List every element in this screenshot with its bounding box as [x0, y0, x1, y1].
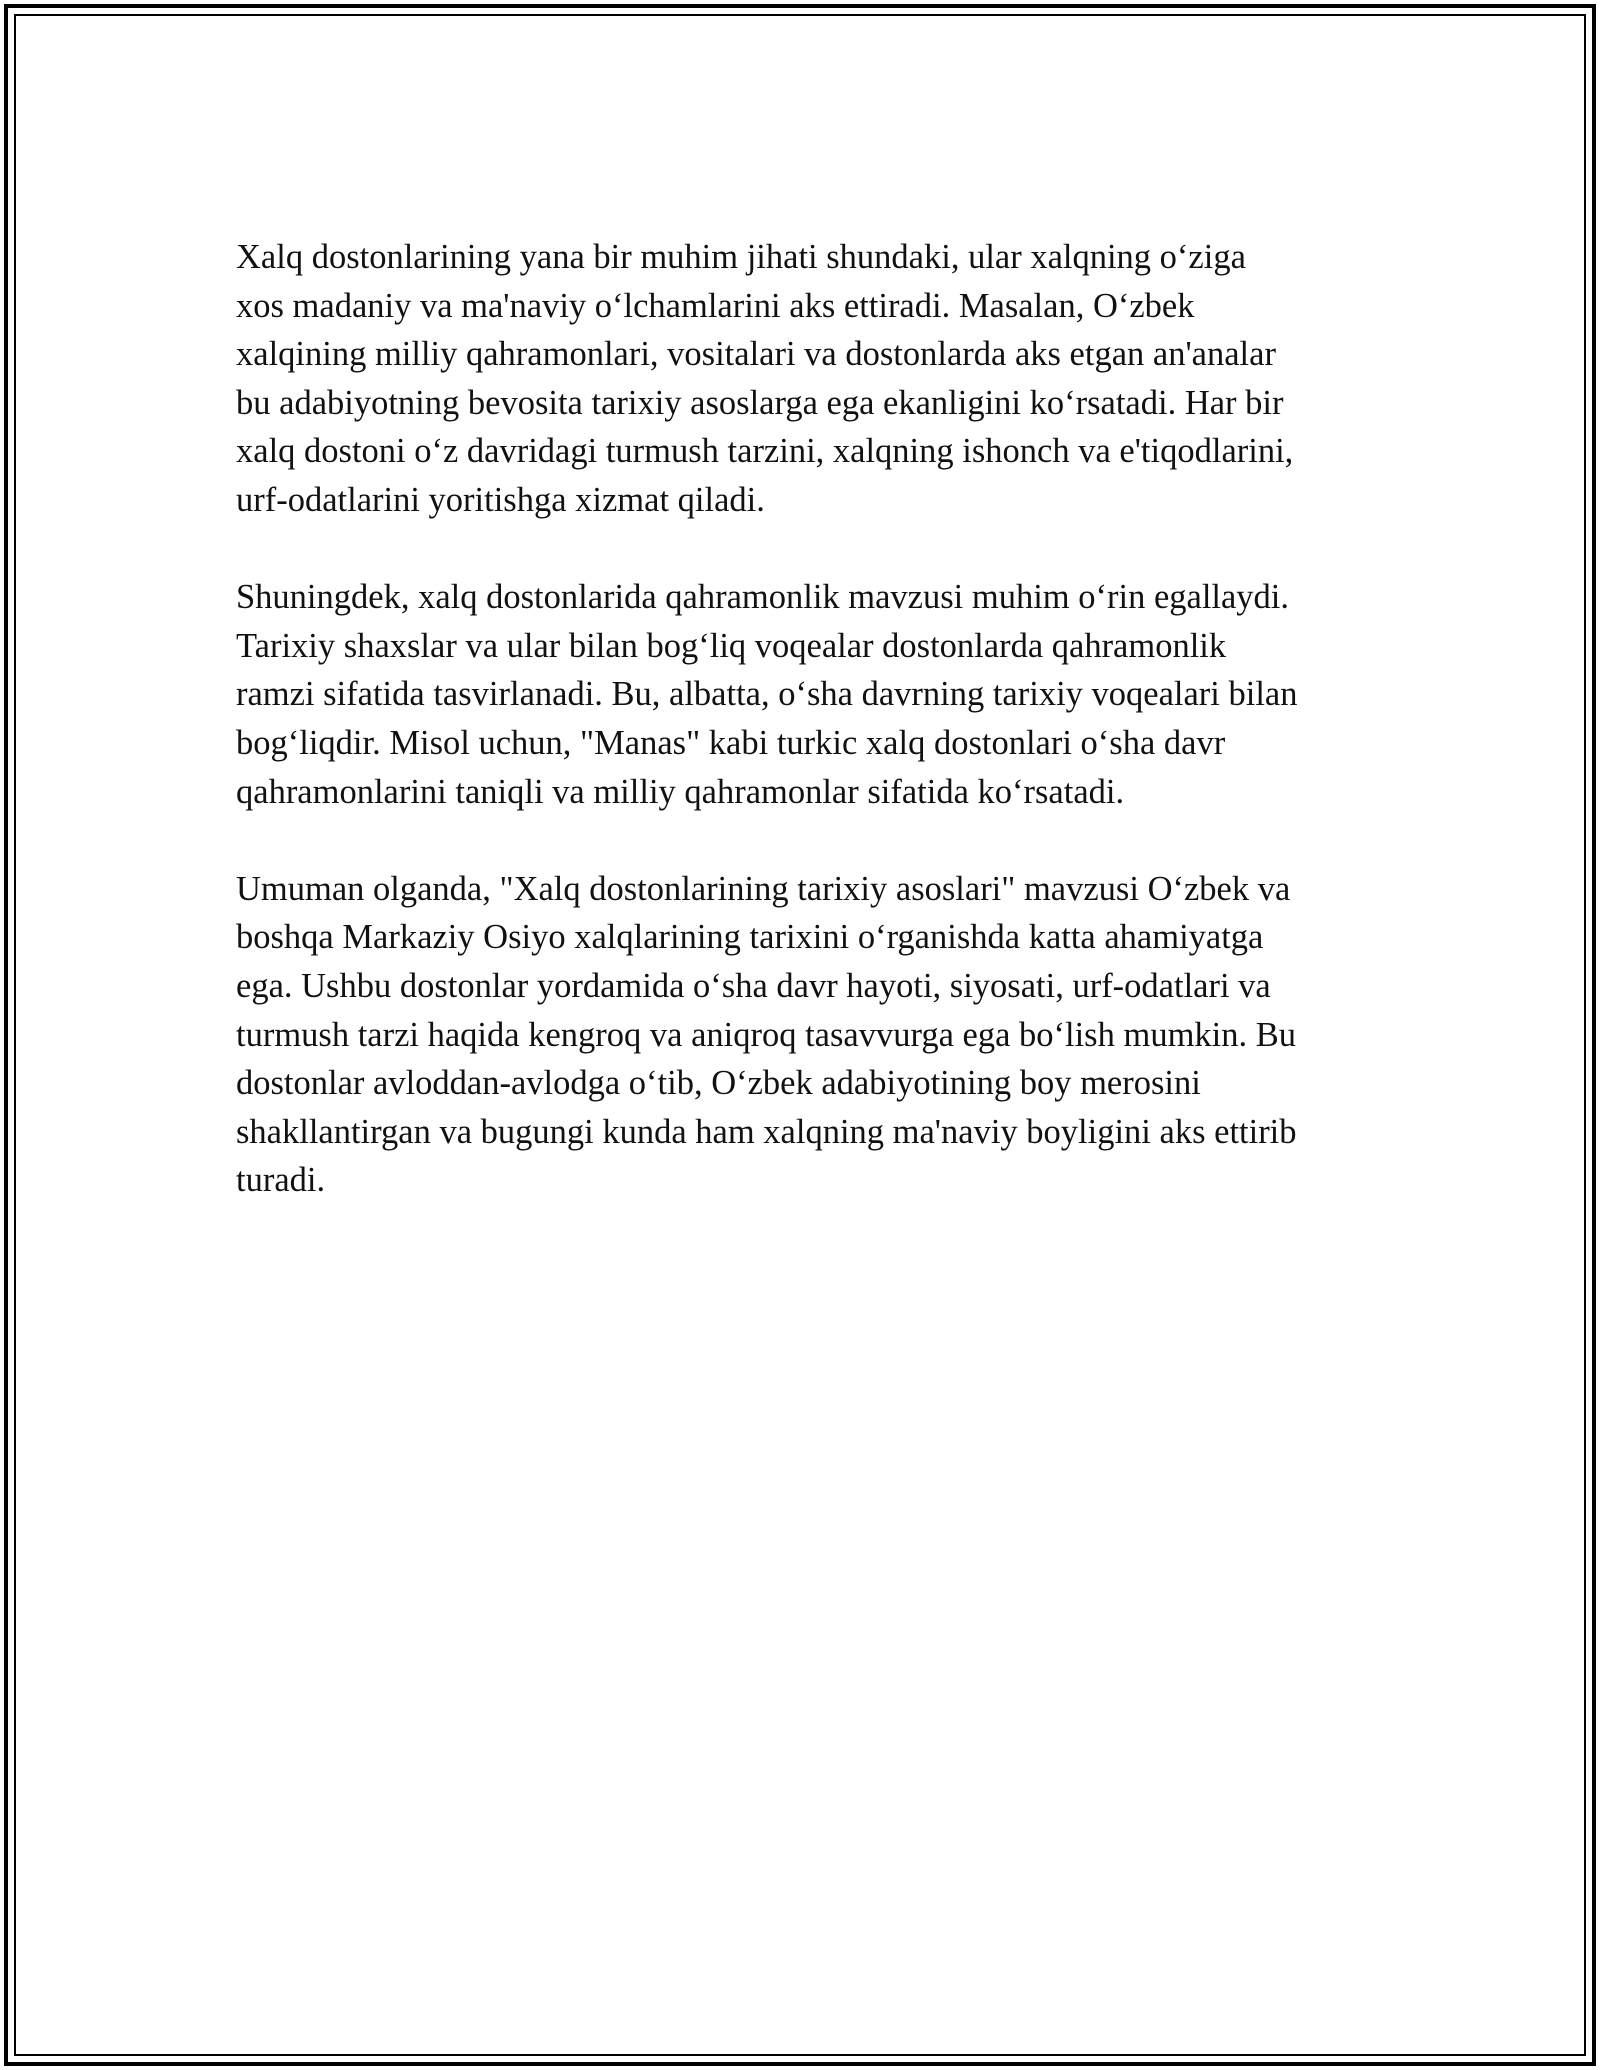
paragraph-3: Umuman olganda, "Xalq dostonlarining tarixiy asoslari" mavzusi O‘zbek va boshqa Markaziy Osiyo xalqlarining tarixini o‘rganishda katta ahamiyatga ega. Ushbu dostonlar yordamida o‘sha davr hayoti, siyosati, urf-odatlari va turmush tarzi haqida kengroq va aniqroq tasavvurga ega bo‘lish mumkin. Bu dostonlar avloddan-avlodga o‘tib, O‘zbek adabiyotining boy merosini shakllantirgan va bugungi kunda ham xalqning ma'naviy boyligini aks ettirib turadi. — [236, 869, 1297, 1200]
document-body — [236, 233, 1366, 1205]
paragraph-1: Xalq dostonlarining yana bir muhim jihati shundaki, ular xalqning o‘ziga xos madaniy va ma'naviy o‘lchamlarini aks ettiradi. Masalan, O‘zbek xalqining milliy qahramonlari, vositalari va dostonlarda aks etgan an'analar bu adabiyotning bevosita tarixiy asoslarga ega ekanligini ko‘rsatadi. Har bir xalq dostoni o‘z davridagi turmush tarzini, xalqning ishonch va e'tiqodlarini, urf-odatlarini yoritishga xizmat qiladi. — [236, 238, 1294, 519]
paragraph-2: Shuningdek, xalq dostonlarida qahramonlik mavzusi muhim o‘rin egallaydi. Tarixiy shaxslar va ular bilan bog‘liq voqealar dostonlarda qahramonlik ramzi sifatida tasvirlanadi. Bu, albatta, o‘sha davrning tarixiy voqealari bilan bog‘liqdir. Misol uchun, "Manas" kabi turkic xalq dostonlari o‘sha davr qahramonlarini taniqli va milliy qahramonlar sifatida ko‘rsatadi. — [236, 578, 1298, 811]
